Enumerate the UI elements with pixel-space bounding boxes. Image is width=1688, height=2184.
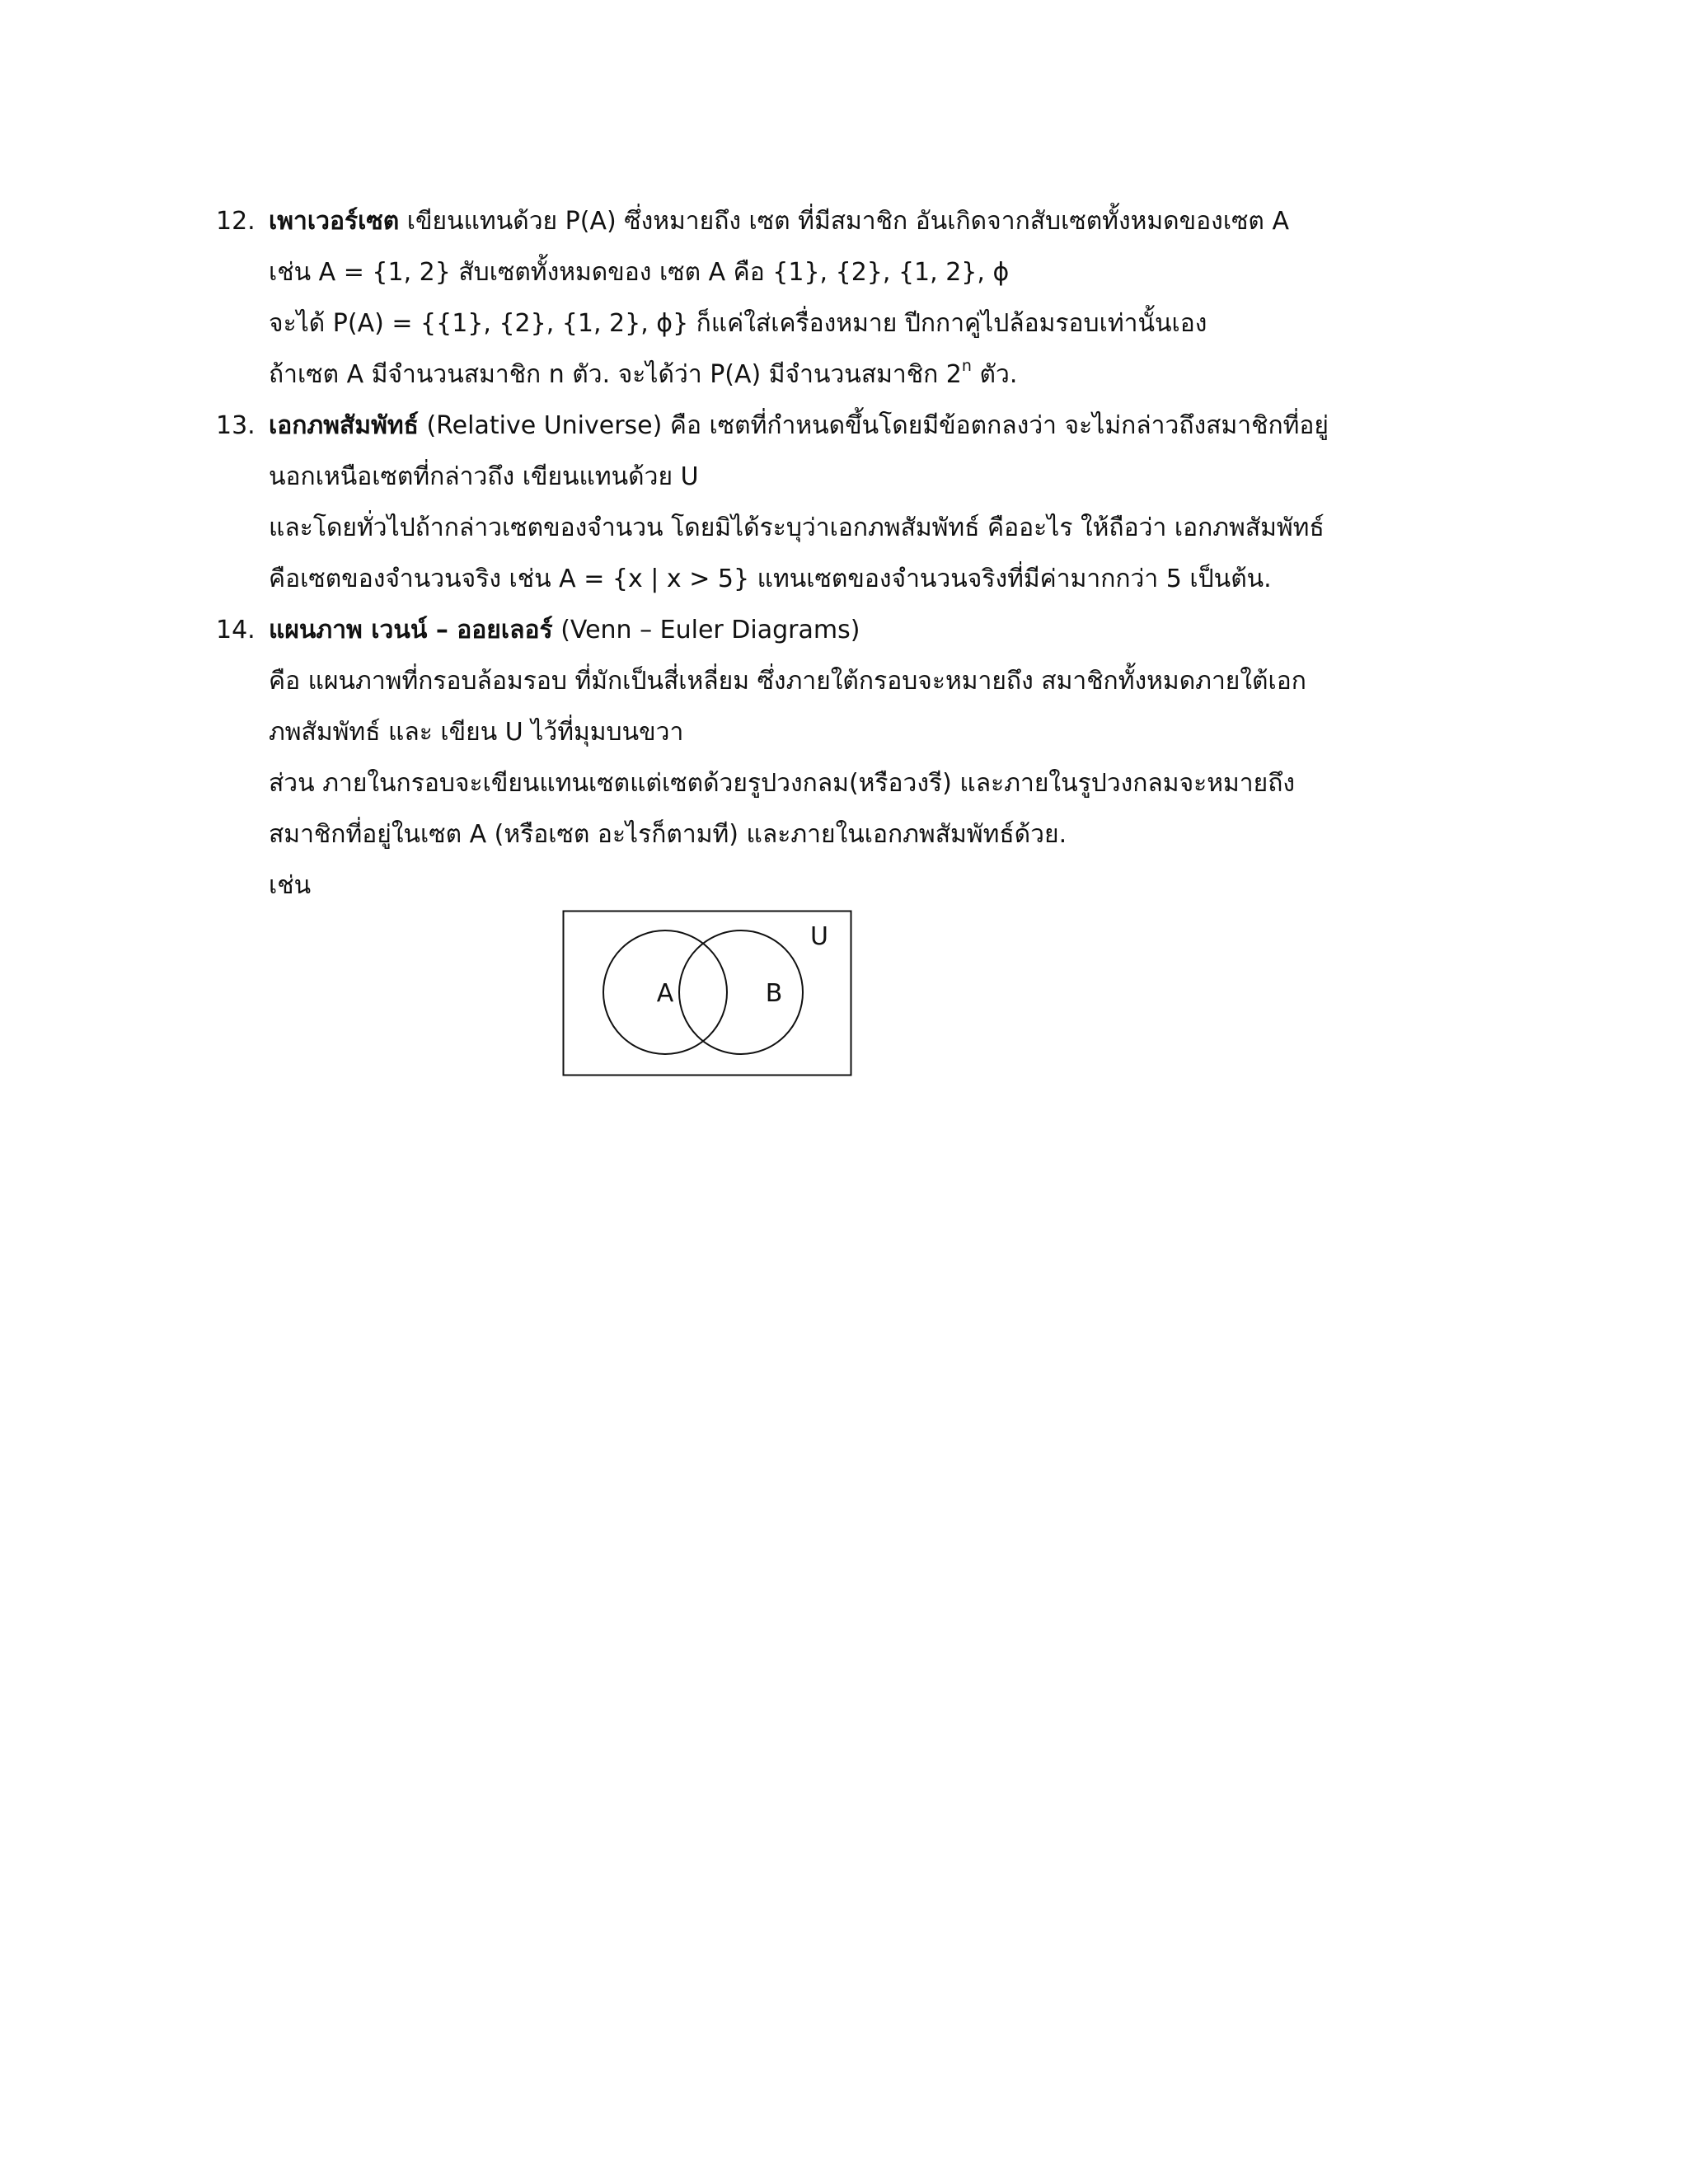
item-line: [269, 196, 1411, 247]
item-body: [269, 605, 1411, 912]
universe-rectangle: [564, 912, 851, 1076]
item-term: เอกภพสัมพัทธ์: [269, 411, 419, 440]
item-line: คือ แผนภาพที่กรอบล้อมรอบ ที่มักเป็นสี่เหลี่ยม ซึ่งภายใต้กรอบจะหมายถึง สมาชิกทั้งหมดภายใต้เอก: [269, 667, 1306, 696]
item-line: จะได้ P(A) = {{1}, {2}, {1, 2}, ϕ} ก็แค่ใส่เครื่องหมาย ปีกกาคู่ไปล้อมรอบเท่านั้นเอง: [269, 309, 1207, 338]
item-body: [269, 401, 1411, 605]
item-line: เช่น A = {1, 2} สับเซตทั้งหมดของ เซต A คือ {1}, {2}, {1, 2}, ϕ: [269, 258, 1010, 287]
item-line: [269, 605, 1411, 656]
universe-label: U: [810, 922, 828, 951]
set-a-label: A: [656, 979, 674, 1008]
set-b-circle: [679, 930, 803, 1054]
item-term: แผนภาพ เวนน์ – ออยเลอร์: [269, 616, 553, 644]
item-line: [269, 401, 1411, 452]
exponent: n: [961, 357, 972, 375]
item-line: ภพสัมพัทธ์ และ เขียน U ไว้ที่มุมบนขวา: [269, 718, 684, 747]
item-line-text: ถ้าเซต A มีจำนวนสมาชิก n ตัว. จะได้ว่า P(A) มีจำนวนสมาชิก 2: [269, 360, 962, 389]
item-line: นอกเหนือเซตที่กล่าวถึง เขียนแทนด้วย U: [269, 462, 699, 491]
item-line: เช่น: [269, 871, 312, 900]
item-line-tail: ตัว.: [971, 360, 1018, 389]
item-line: คือเซตของจำนวนจริง เช่น A = {x | x > 5} แทนเซตของจำนวนจริงที่มีค่ามากกว่า 5 เป็นต้น.: [269, 565, 1272, 593]
item-body: [269, 196, 1411, 401]
item-line-text: (Venn – Euler Diagrams): [552, 616, 860, 644]
venn-diagram: [562, 910, 852, 1076]
item-number: 13.: [216, 411, 256, 440]
item-number: 14.: [216, 616, 256, 644]
item-line: สมาชิกที่อยู่ในเซต A (หรือเซต อะไรก็ตามที) และภายในเอกภพสัมพัทธ์ด้วย.: [269, 820, 1067, 849]
item-line-text: (Relative Universe) คือ เซตที่กำหนดขึ้นโดยมีข้อตกลงว่า จะไม่กล่าวถึงสมาชิกที่อยู่: [418, 411, 1329, 440]
item-line-text: เขียนแทนด้วย P(A) ซึ่งหมายถึง เซต ที่มีสมาชิก อันเกิดจากสับเซตทั้งหมดของเซต A: [399, 207, 1289, 236]
item-line: และโดยทั่วไปถ้ากล่าวเซตของจำนวน โดยมิได้ระบุว่าเอกภพสัมพัทธ์ คืออะไร ให้ถือว่า เอกภพสัมพัทธ์: [269, 513, 1325, 542]
item-number: 12.: [216, 207, 256, 236]
set-b-label: B: [765, 979, 783, 1008]
item-term: เพาเวอร์เซต: [269, 207, 400, 236]
item-line: ส่วน ภายในกรอบจะเขียนแทนเซตแต่เซตด้วยรูปวงกลม(หรือวงรี) และภายในรูปวงกลมจะหมายถึง: [269, 769, 1296, 798]
item-line: [269, 349, 1411, 401]
